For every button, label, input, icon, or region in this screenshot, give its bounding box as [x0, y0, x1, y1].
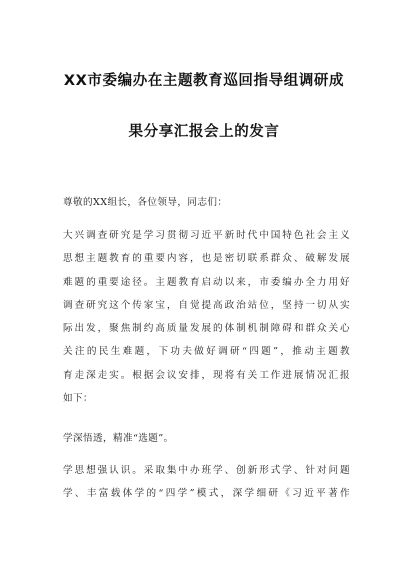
- paragraph-introduction: [63, 224, 350, 410]
- paragraph-line: 大兴调查研究是学习贯彻习近平新时代中国特色社会主义: [63, 230, 350, 241]
- paragraph-line: 育走深走实。根据会议安排，现将有关工作进展情况汇报: [63, 369, 350, 381]
- section-heading: 学深悟透，精准“选题”。: [63, 433, 174, 444]
- paragraph-line: 关注的民生难题，下功夫做好调研“四题”，推动主题教: [63, 346, 350, 358]
- document-title-line-1: XX市委编办在主题教育巡回指导组调研成: [63, 73, 345, 89]
- salutation: 尊敬的XX组长，各位领导，同志们：: [63, 197, 228, 208]
- paragraph-line: 思想主题教育的重要内容，也是密切联系群众、破解发展: [63, 253, 350, 265]
- paragraph-line: 难题的重要途径。主题教育启动以来，市委编办全力用好: [63, 276, 350, 288]
- paragraph-study: [63, 459, 350, 506]
- paragraph-line: 学、丰富载体学的“四学”模式，深学细研《习近平著作: [63, 488, 350, 500]
- paragraph-line: 如下：: [63, 393, 93, 405]
- paragraph-line: 学思想强认识。采取集中办班学、创新形式学、针对问题: [63, 465, 350, 476]
- paragraph-line: 调查研究这个传家宝，自觉提高政治站位，坚持一切从实: [63, 299, 350, 311]
- paragraph-line: 际出发，聚焦制约高质量发展的体制机制障碍和群众关心: [63, 323, 350, 335]
- document-title-line-2: 果分享汇报会上的发言: [128, 124, 280, 140]
